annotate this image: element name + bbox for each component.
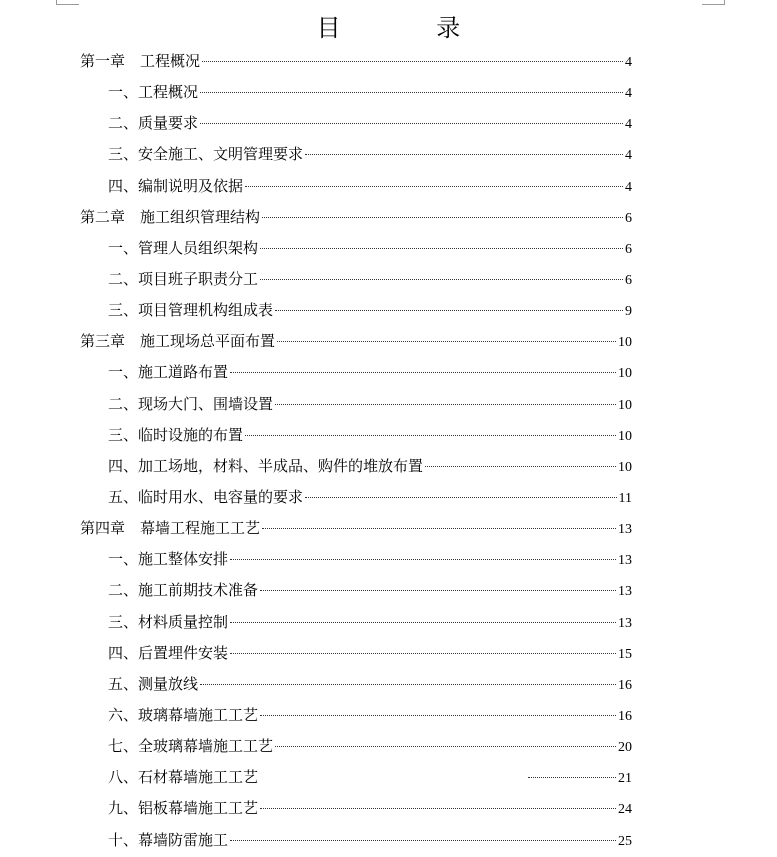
toc-entry-label: 十、幕墙防雷施工 — [108, 830, 229, 849]
toc-dot-leader — [200, 92, 623, 93]
toc-section-entry[interactable] — [80, 357, 632, 388]
toc-entry-label: 四、编制说明及依据 — [108, 176, 244, 195]
toc-section-entry[interactable] — [80, 295, 632, 326]
toc-dot-leader — [230, 622, 616, 623]
toc-section-entry[interactable] — [80, 607, 632, 638]
toc-dot-leader — [202, 61, 623, 62]
toc-page-number: 10 — [618, 459, 632, 475]
toc-section-entry[interactable] — [80, 451, 632, 482]
toc-dot-leader — [260, 590, 616, 591]
toc-entry-label: 四、后置埋件安装 — [108, 643, 229, 662]
toc-entry-label: 五、临时用水、电容量的要求 — [108, 487, 304, 506]
toc-page-number: 4 — [625, 148, 632, 164]
toc-entry-label: 七、全玻璃幕墙施工工艺 — [108, 737, 274, 756]
toc-entry-label: 二、质量要求 — [108, 114, 199, 133]
toc-dot-leader — [230, 653, 616, 654]
toc-dot-leader — [277, 341, 616, 342]
toc-section-entry[interactable] — [80, 700, 632, 731]
toc-page-number: 6 — [625, 241, 632, 257]
toc-section-entry[interactable] — [80, 731, 632, 762]
toc-entry-label: 二、项目班子职责分工 — [108, 269, 259, 288]
toc-dot-leader — [275, 746, 616, 747]
toc-dot-leader — [200, 123, 623, 124]
toc-entry-label: 三、项目管理机构组成表 — [108, 301, 274, 320]
toc-section-entry[interactable] — [80, 669, 632, 700]
crop-mark-right — [702, 0, 725, 5]
toc-page-number: 10 — [618, 335, 632, 351]
toc-dot-leader — [528, 777, 616, 778]
toc-entry-label: 三、临时设施的布置 — [108, 425, 244, 444]
toc-entry-label: 八、石材幕墙施工工艺 — [108, 768, 259, 787]
toc-chapter-entry[interactable] — [80, 513, 632, 544]
toc-section-entry[interactable] — [80, 638, 632, 669]
toc-title: 目 录 — [316, 14, 505, 42]
toc-entry-label: 九、铝板幕墙施工工艺 — [108, 799, 259, 818]
toc-section-entry[interactable] — [80, 544, 632, 575]
toc-page-number: 4 — [625, 117, 632, 133]
toc-page-number: 11 — [618, 490, 632, 506]
toc-page-number: 9 — [625, 304, 632, 320]
toc-section-entry[interactable] — [80, 389, 632, 420]
toc-page-number: 13 — [618, 584, 632, 600]
toc-section-entry[interactable] — [80, 139, 632, 170]
toc-page-number: 4 — [625, 179, 632, 195]
toc-dot-leader — [230, 559, 616, 560]
toc-entry-label: 一、工程概况 — [108, 83, 199, 102]
toc-page-number: 16 — [618, 708, 632, 724]
toc-section-entry[interactable] — [80, 233, 632, 264]
toc-chapter-entry[interactable] — [80, 46, 632, 77]
toc-page-number: 4 — [625, 86, 632, 102]
toc-chapter-entry[interactable] — [80, 202, 632, 233]
toc-section-entry[interactable] — [80, 482, 632, 513]
toc-dot-leader — [425, 466, 616, 467]
toc-dot-leader — [230, 372, 616, 373]
toc-entry-label: 四、加工场地，材料、半成品、购件的堆放布置 — [108, 456, 424, 475]
toc-entry-label: 五、测量放线 — [108, 674, 199, 693]
toc-dot-leader — [200, 684, 616, 685]
toc-section-entry[interactable] — [80, 825, 632, 856]
toc-page-number: 24 — [618, 802, 632, 818]
toc-page-number: 16 — [618, 677, 632, 693]
toc-entry-label: 一、施工整体安排 — [108, 550, 229, 569]
toc-page-number: 21 — [618, 771, 632, 787]
toc-section-entry[interactable] — [80, 108, 632, 139]
toc-entry-label: 三、安全施工、文明管理要求 — [108, 145, 304, 164]
toc-entry-label: 一、管理人员组织架构 — [108, 238, 259, 257]
toc-section-entry[interactable] — [80, 575, 632, 606]
toc-dot-leader — [275, 310, 623, 311]
toc-page-number: 6 — [625, 272, 632, 288]
toc-dot-leader — [260, 808, 616, 809]
toc-dot-leader — [275, 404, 616, 405]
toc-dot-leader — [262, 528, 616, 529]
table-of-contents — [80, 46, 632, 856]
toc-entry-label: 一、施工道路布置 — [108, 363, 229, 382]
toc-entry-label: 二、施工前期技术准备 — [108, 581, 259, 600]
toc-section-entry[interactable] — [80, 762, 632, 793]
toc-dot-leader — [260, 715, 616, 716]
toc-section-entry[interactable] — [80, 264, 632, 295]
toc-entry-label: 二、现场大门、围墙设置 — [108, 394, 274, 413]
toc-page-number: 6 — [625, 210, 632, 226]
toc-entry-label: 第三章 施工现场总平面布置 — [80, 332, 276, 351]
toc-section-entry[interactable] — [80, 793, 632, 824]
toc-dot-leader — [260, 248, 623, 249]
toc-chapter-entry[interactable] — [80, 326, 632, 357]
toc-entry-label: 六、玻璃幕墙施工工艺 — [108, 705, 259, 724]
toc-page-number: 10 — [618, 397, 632, 413]
toc-dot-leader — [305, 154, 623, 155]
toc-page-number: 10 — [618, 366, 632, 382]
toc-dot-leader — [305, 497, 617, 498]
toc-section-entry[interactable] — [80, 77, 632, 108]
toc-page-number: 4 — [625, 55, 632, 70]
crop-mark-left — [56, 0, 79, 5]
toc-entry-label: 第一章 工程概况 — [80, 52, 201, 70]
toc-dot-leader — [262, 217, 623, 218]
toc-page-number: 13 — [618, 553, 632, 569]
toc-dot-leader — [245, 435, 616, 436]
toc-page-number: 20 — [618, 740, 632, 756]
toc-section-entry[interactable] — [80, 420, 632, 451]
toc-entry-label: 第二章 施工组织管理结构 — [80, 207, 261, 226]
toc-dot-leader — [260, 279, 623, 280]
toc-page-number: 10 — [618, 428, 632, 444]
toc-page-number: 15 — [618, 646, 632, 662]
toc-entry-label: 三、材料质量控制 — [108, 612, 229, 631]
toc-dot-leader — [230, 840, 616, 841]
toc-page-number: 13 — [618, 615, 632, 631]
toc-dot-leader — [245, 186, 623, 187]
toc-page-number: 13 — [618, 522, 632, 538]
toc-page-number: 25 — [618, 833, 632, 849]
toc-section-entry[interactable] — [80, 171, 632, 202]
toc-entry-label: 第四章 幕墙工程施工工艺 — [80, 519, 261, 538]
